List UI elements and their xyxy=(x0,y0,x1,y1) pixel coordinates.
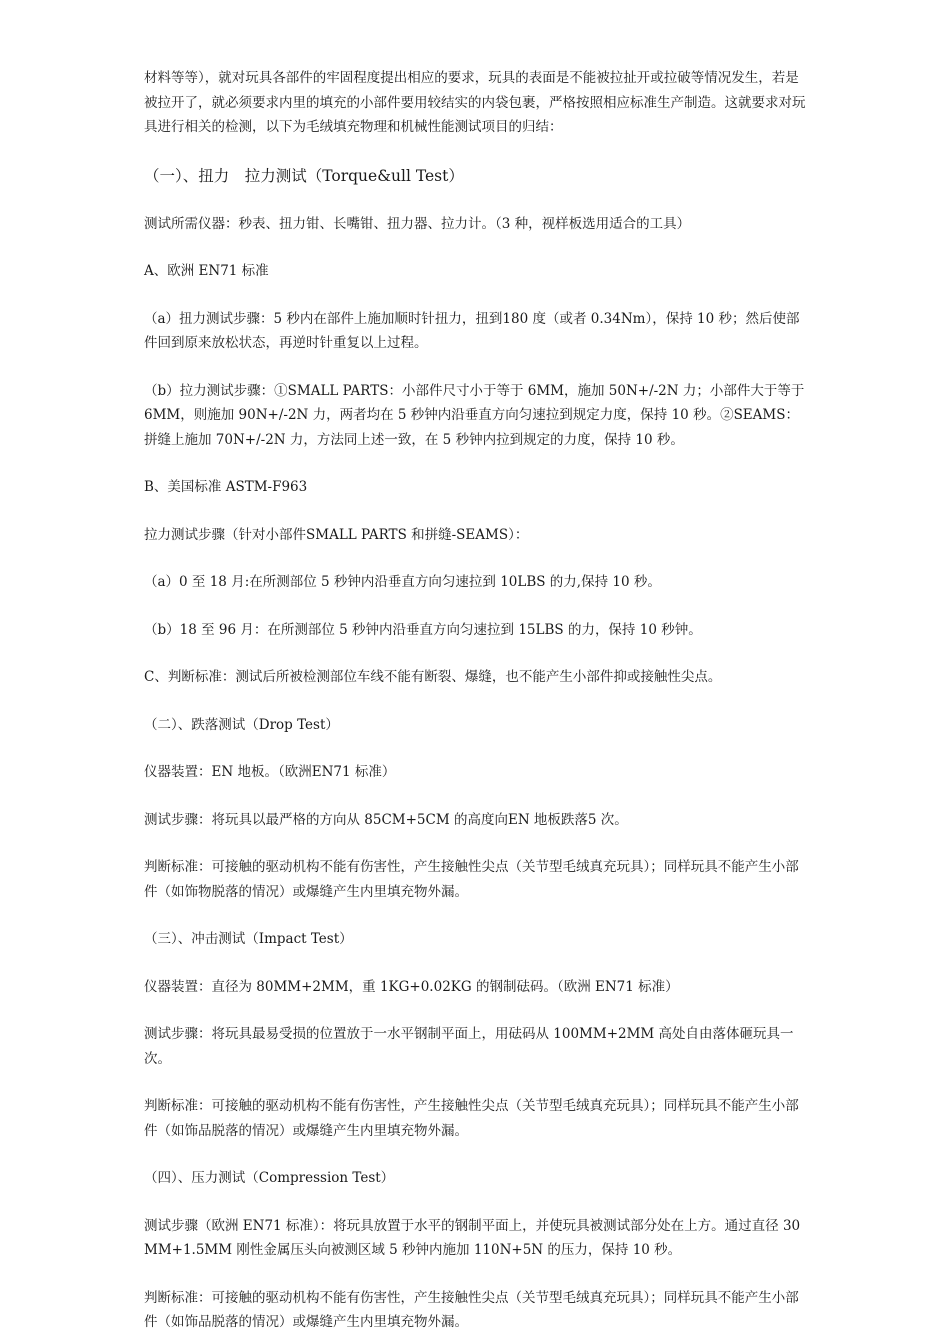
paragraph-pull-steps: （b）拉力测试步骤：①SMALL PARTS：小部件尺寸小于等于 6MM，施加 50N+/-2N 力；小部件大于等于 6MM，则施加 90N+/-2N 力，两者均在 5 秒钟内沿垂直方向匀速拉到规定力度，保持 10 秒。②SEAMS：拼缝上施加 70N+/-2N 力，方法同上述一致，在 5 秒钟内拉到规定的力度，保持 10 秒。 xyxy=(144,382,805,448)
section-heading-impact: （三）、冲击测试（Impact Test） xyxy=(144,931,353,947)
section-heading-compression: （四）、压力测试（Compression Test） xyxy=(144,1170,395,1186)
paragraph-impact-judgement: 判断标准：可接触的驱动机构不能有伤害性，产生接触性尖点（关节型毛绒真充玩具）；同样玩具不能产生小部件（如饰品脱落的情况）或爆缝产生内里填充物外漏。 xyxy=(144,1098,799,1139)
subheading-en71: A、欧洲 EN71 标准 xyxy=(144,263,269,279)
paragraph-astm-a: （a）0 至 18 月:在所测部位 5 秒钟内沿垂直方向匀速拉到 10LBS 的力,保持 10 秒。 xyxy=(144,574,661,590)
paragraph-drop-instrument: 仪器装置：EN 地板。（欧洲EN71 标准） xyxy=(144,764,396,780)
paragraph-instruments: 测试所需仪器：秒表、扭力钳、长嘴钳、扭力器、拉力计。（3 种，视样板选用适合的工具） xyxy=(144,215,691,232)
paragraph-drop-steps: 测试步骤：将玩具以最严格的方向从 85CM+5CM 的高度向EN 地板跌落5 次。 xyxy=(144,811,628,828)
paragraph-compression-judgement: 判断标准：可接触的驱动机构不能有伤害性，产生接触性尖点（关节型毛绒真充玩具）；同样玩具不能产生小部件（如饰品脱落的情况）或爆缝产生内里填充物外漏。 xyxy=(144,1289,799,1330)
paragraph-judgement-c: C、判断标准：测试后所被检测部位车线不能有断裂、爆缝，也不能产生小部件抑或接触性尖点。 xyxy=(144,669,722,685)
subheading-astm: B、美国标准 ASTM-F963 xyxy=(144,479,308,495)
paragraph-astm-b: （b）18 至 96 月：在所测部位 5 秒钟内沿垂直方向匀速拉到 15LBS 的力，保持 10 秒钟。 xyxy=(144,621,702,638)
paragraph-astm-pull: 拉力测试步骤（针对小部件SMALL PARTS 和拼缝-SEAMS）： xyxy=(144,526,529,543)
paragraph-compression-steps: 测试步骤（欧洲 EN71 标准）：将玩具放置于水平的钢制平面上，并使玩具被测试部分处在上方。通过直径 30MM+1.5MM 刚性金属压头向被测区域 5 秒钟内施加 110N+5N 的压力，保持 10 秒。 xyxy=(144,1217,801,1258)
paragraph-torque-steps: （a）扭力测试步骤：5 秒内在部件上施加顺时针扭力，扭到180 度（或者 0.34Nm），保持 10 秒；然后使部件回到原来放松状态，再逆时针重复以上过程。 xyxy=(144,310,800,351)
intro-paragraph: 材料等等），就对玩具各部件的牢固程度提出相应的要求，玩具的表面是不能被拉扯开或拉破等情况发生，若是被拉开了，就必须要求内里的填充的小部件要用较结实的内袋包裹，严格按照相应标准生产制造。这就要求对玩具进行相关的检测，以下为毛绒填充物理和机械性能测试项目的归结： xyxy=(144,70,806,135)
section-heading-drop: （二）、跌落测试（Drop Test） xyxy=(144,716,339,733)
paragraph-impact-instrument: 仪器装置：直径为 80MM+2MM，重 1KG+0.02KG 的钢制砝码。（欧洲 EN71 标准） xyxy=(144,978,679,995)
paragraph-drop-judgement: 判断标准：可接触的驱动机构不能有伤害性，产生接触性尖点（关节型毛绒真充玩具）；同样玩具不能产生小部件（如饰物脱落的情况）或爆缝产生内里填充物外漏。 xyxy=(144,859,799,900)
paragraph-impact-steps: 测试步骤：将玩具最易受损的位置放于一水平钢制平面上，用砝码从 100MM+2MM 高处自由落体砸玩具一次。 xyxy=(144,1026,794,1067)
document-body xyxy=(144,66,810,1335)
section-heading-torque-pull: （一）、扭力 拉力测试（Torque&ull Test） xyxy=(144,166,464,185)
